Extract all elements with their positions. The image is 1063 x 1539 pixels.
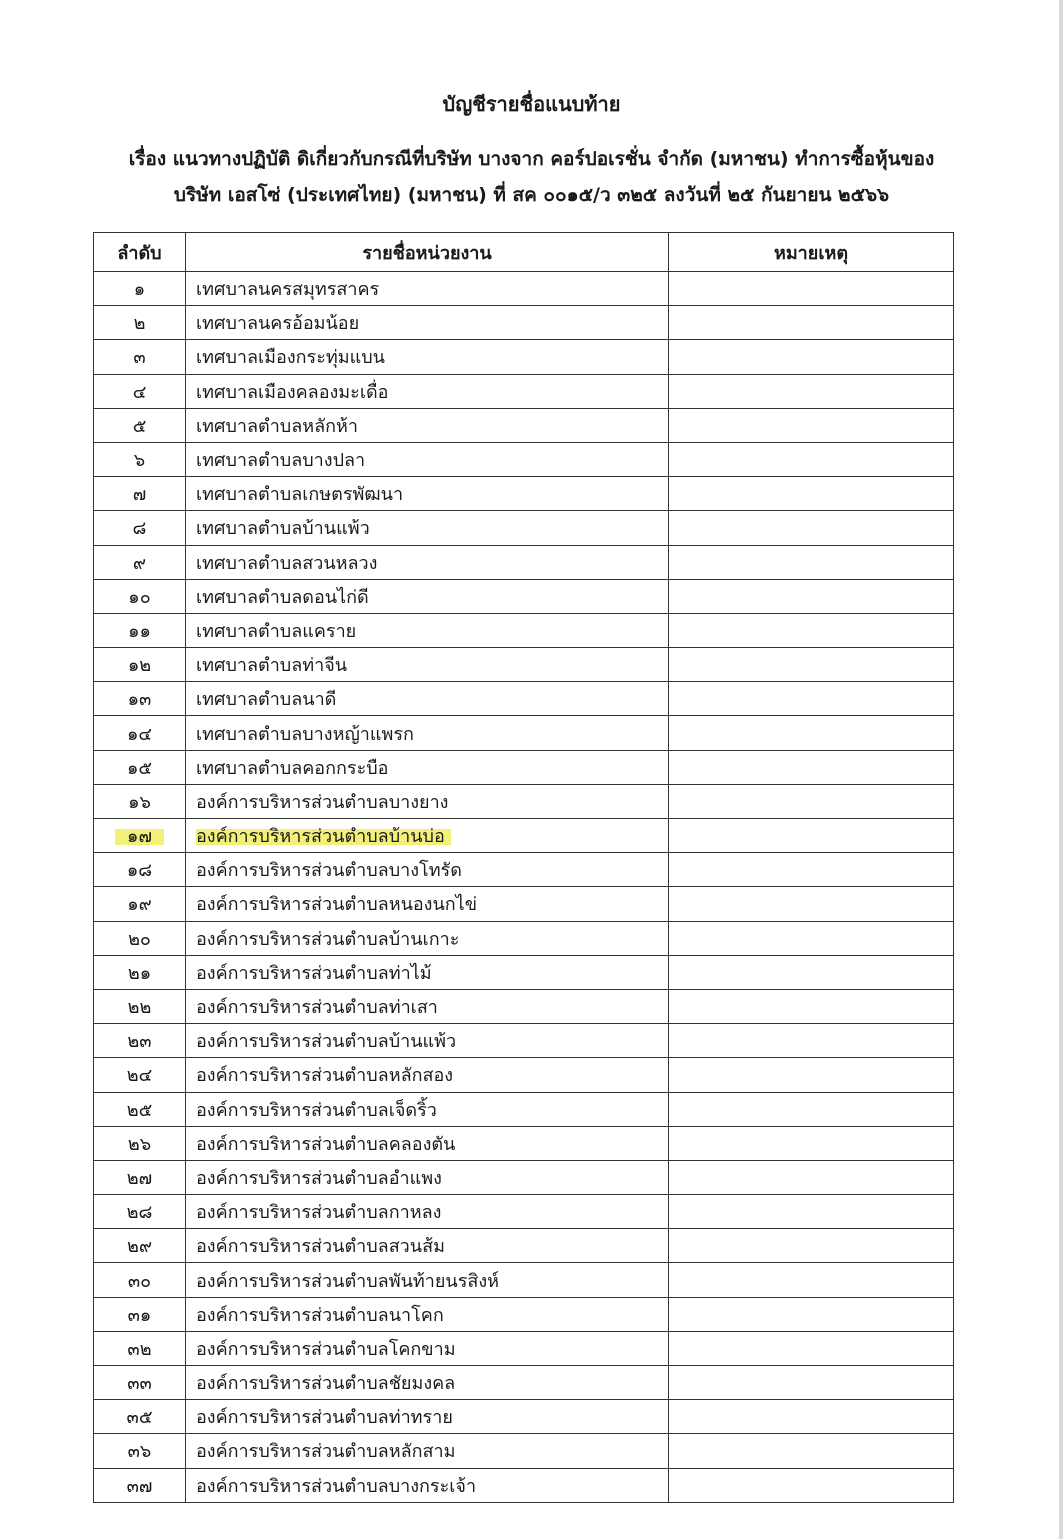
row-number-text: ๑๔ <box>126 723 153 745</box>
agency-name <box>186 613 669 647</box>
agency-name-text: เทศบาลตำบลแคราย <box>196 620 357 642</box>
remark-cell <box>669 272 954 306</box>
table-header-row <box>94 233 954 272</box>
row-number <box>94 1092 186 1126</box>
agency-name <box>186 784 669 818</box>
table-row <box>94 1058 954 1092</box>
row-number <box>94 887 186 921</box>
row-number <box>94 1058 186 1092</box>
remark-cell <box>669 477 954 511</box>
agency-name-text: องค์การบริหารส่วนตำบลท่าทราย <box>196 1407 453 1429</box>
agency-name <box>186 374 669 408</box>
agency-name-text: องค์การบริหารส่วนตำบลอำแพง <box>196 1167 442 1189</box>
agency-name-text: เทศบาลตำบลท่าจีน <box>196 655 348 677</box>
agency-name-text: องค์การบริหารส่วนตำบลหลักสอง <box>196 1065 454 1087</box>
agency-name <box>186 306 669 340</box>
row-number <box>94 374 186 408</box>
table-body <box>94 272 954 1503</box>
remark-cell <box>669 784 954 818</box>
table-row <box>94 1024 954 1058</box>
agency-name-text: เทศบาลตำบลคอกกระบือ <box>196 757 389 779</box>
table-row <box>94 477 954 511</box>
agency-name-text: เทศบาลเมืองกระทุ่มแบน <box>196 347 385 369</box>
remark-cell <box>669 1092 954 1126</box>
table-row <box>94 579 954 613</box>
agency-name-text: องค์การบริหารส่วนตำบลเจ็ดริ้ว <box>196 1099 437 1121</box>
subject-line-1: เรื่อง แนวทางปฏิบัติ ดิเกี่ยวกับกรณีที่บริษัท บางจาก คอร์ปอเรชั่น จำกัด (มหาชน) ทำการซื้อหุ้นของ <box>128 148 935 170</box>
remark-cell <box>669 716 954 750</box>
row-number <box>94 682 186 716</box>
agency-name-text: องค์การบริหารส่วนตำบลกาหลง <box>196 1202 442 1224</box>
agency-name-text: เทศบาลตำบลสวนหลวง <box>196 552 378 574</box>
row-number-text: ๒๗ <box>126 1167 153 1189</box>
row-number <box>94 306 186 340</box>
agency-name <box>186 511 669 545</box>
document-title: บัญชีรายชื่อแนบท้าย <box>442 92 621 116</box>
agency-name <box>186 921 669 955</box>
row-number-text: ๑๙ <box>127 894 152 916</box>
agency-name-text: เทศบาลนครอ้อมน้อย <box>196 313 360 335</box>
row-number-text: ๘ <box>132 518 147 540</box>
remark-cell <box>669 1024 954 1058</box>
row-number-text: ๓๖ <box>127 1441 152 1463</box>
remark-cell <box>669 1195 954 1229</box>
table-row <box>94 887 954 921</box>
table-row <box>94 306 954 340</box>
row-number-text: ๓๒ <box>127 1338 152 1360</box>
row-number-text: ๙ <box>132 552 147 574</box>
agency-name-text: เทศบาลเมืองคลองมะเดื่อ <box>196 381 389 403</box>
table-row <box>94 1263 954 1297</box>
row-number-text: ๒๖ <box>127 1133 152 1155</box>
remark-cell <box>669 1331 954 1365</box>
row-number-text: ๒๕ <box>126 1099 153 1121</box>
remark-cell <box>669 648 954 682</box>
remark-cell <box>669 408 954 442</box>
row-number <box>94 408 186 442</box>
table-row <box>94 648 954 682</box>
row-number <box>94 784 186 818</box>
agency-name <box>186 1092 669 1126</box>
agency-name <box>186 1400 669 1434</box>
row-number-text: ๑๐ <box>128 586 151 608</box>
table-row <box>94 511 954 545</box>
row-number <box>94 1331 186 1365</box>
remark-cell <box>669 579 954 613</box>
table-row <box>94 784 954 818</box>
remark-cell <box>669 340 954 374</box>
remark-cell <box>669 1468 954 1502</box>
row-number <box>94 853 186 887</box>
header-name: รายชื่อหน่วยงาน <box>186 233 669 272</box>
row-number <box>94 1434 186 1468</box>
table-row <box>94 1160 954 1194</box>
row-number <box>94 648 186 682</box>
agency-name <box>186 1331 669 1365</box>
agency-name-text: เทศบาลตำบลบางหญ้าแพรก <box>196 723 414 745</box>
agency-name <box>186 579 669 613</box>
row-number-text: ๑๒ <box>127 655 152 677</box>
table-row <box>94 1400 954 1434</box>
table-row <box>94 340 954 374</box>
agency-name <box>186 819 669 853</box>
table-row <box>94 374 954 408</box>
remark-cell <box>669 1366 954 1400</box>
row-number <box>94 716 186 750</box>
row-number-text: ๒๘ <box>126 1202 153 1224</box>
row-number-text: ๒๔ <box>126 1065 153 1087</box>
row-number <box>94 1229 186 1263</box>
agency-name-text: องค์การบริหารส่วนตำบลบางกระเจ้า <box>196 1475 477 1497</box>
row-number-text: ๓๗ <box>126 1475 153 1497</box>
row-number <box>94 511 186 545</box>
agency-name <box>186 853 669 887</box>
row-number-text: ๒ <box>133 313 146 335</box>
remark-cell <box>669 955 954 989</box>
agency-name <box>186 1263 669 1297</box>
agency-name <box>186 750 669 784</box>
remark-cell <box>669 750 954 784</box>
remark-cell <box>669 1297 954 1331</box>
row-number <box>94 1263 186 1297</box>
row-number <box>94 819 186 853</box>
agency-name-text: องค์การบริหารส่วนตำบลโคกขาม <box>196 1338 456 1360</box>
row-number-text: ๒๐ <box>128 928 151 950</box>
agency-name-text: เทศบาลตำบลบ้านแพ้ว <box>196 518 370 540</box>
agency-name <box>186 272 669 306</box>
agency-name <box>186 1058 669 1092</box>
row-number <box>94 1024 186 1058</box>
row-number-text: ๑๖ <box>128 791 151 813</box>
remark-cell <box>669 1434 954 1468</box>
agency-name <box>186 955 669 989</box>
remark-cell <box>669 989 954 1023</box>
row-number-text: ๗ <box>132 484 147 506</box>
agency-name <box>186 477 669 511</box>
agency-name-text: องค์การบริหารส่วนตำบลชัยมงคล <box>196 1373 456 1395</box>
remark-cell <box>669 442 954 476</box>
agency-name-text: องค์การบริหารส่วนตำบลนาโคก <box>196 1304 444 1326</box>
table-row <box>94 1092 954 1126</box>
row-number <box>94 545 186 579</box>
row-number <box>94 750 186 784</box>
agency-name-text: องค์การบริหารส่วนตำบลพันท้ายนรสิงห์ <box>196 1270 500 1292</box>
agency-name-text: เทศบาลตำบลหลักห้า <box>196 415 359 437</box>
remark-cell <box>669 1160 954 1194</box>
row-number <box>94 477 186 511</box>
remark-cell <box>669 511 954 545</box>
remark-cell <box>669 921 954 955</box>
row-number <box>94 340 186 374</box>
agency-name <box>186 1366 669 1400</box>
agency-name <box>186 1468 669 1502</box>
agency-name-text: องค์การบริหารส่วนตำบลบ้านเกาะ <box>196 928 460 950</box>
agency-table <box>93 232 954 1503</box>
agency-name <box>186 1434 669 1468</box>
table-row <box>94 442 954 476</box>
remark-cell <box>669 306 954 340</box>
header-remark: หมายเหตุ <box>669 233 954 272</box>
remark-cell <box>669 1126 954 1160</box>
row-number-text: ๓๐ <box>127 1270 152 1292</box>
row-number-text: ๑ <box>133 279 146 301</box>
agency-name <box>186 442 669 476</box>
row-number-text: ๓๓ <box>127 1373 152 1395</box>
row-number-text: ๒๒ <box>127 997 152 1019</box>
table-row <box>94 408 954 442</box>
remark-cell <box>669 1263 954 1297</box>
agency-name-text: องค์การบริหารส่วนตำบลบ้านบ่อ <box>196 826 451 847</box>
table-row <box>94 1331 954 1365</box>
row-number <box>94 1400 186 1434</box>
table-row <box>94 716 954 750</box>
remark-cell <box>669 1400 954 1434</box>
remark-cell <box>669 819 954 853</box>
agency-name <box>186 545 669 579</box>
agency-name <box>186 716 669 750</box>
table-row <box>94 1195 954 1229</box>
row-number-text: ๒๑ <box>127 962 152 984</box>
agency-name-text: องค์การบริหารส่วนตำบลท่าไม้ <box>196 962 432 984</box>
agency-name-text: องค์การบริหารส่วนตำบลหลักสาม <box>196 1441 456 1463</box>
scan-edge <box>1059 0 1063 1539</box>
row-number-text: ๔ <box>132 381 147 403</box>
row-number <box>94 921 186 955</box>
row-number-text: ๑๗ <box>115 826 164 847</box>
agency-name <box>186 1126 669 1160</box>
table-row <box>94 1229 954 1263</box>
row-number-text: ๒๓ <box>127 1031 152 1053</box>
row-number <box>94 1468 186 1502</box>
header-no: ลำดับ <box>94 233 186 272</box>
row-number <box>94 955 186 989</box>
row-number-text: ๓ <box>133 347 146 369</box>
row-number <box>94 1366 186 1400</box>
agency-name-text: เทศบาลตำบลนาดี <box>196 689 337 711</box>
agency-name <box>186 682 669 716</box>
agency-name <box>186 340 669 374</box>
table-row <box>94 989 954 1023</box>
row-number <box>94 1126 186 1160</box>
row-number-text: ๑๓ <box>127 689 152 711</box>
agency-name <box>186 408 669 442</box>
row-number-text: ๓๕ <box>126 1407 153 1429</box>
row-number <box>94 989 186 1023</box>
table-row <box>94 682 954 716</box>
row-number <box>94 613 186 647</box>
row-number-text: ๓๑ <box>127 1304 152 1326</box>
agency-name-text: องค์การบริหารส่วนตำบลท่าเสา <box>196 997 438 1019</box>
agency-name <box>186 1297 669 1331</box>
subject-line-2: บริษัท เอสโซ่ (ประเทศไทย) (มหาชน) ที่ สค ๐๐๑๕/ว ๓๒๕ ลงวันที่ ๒๕ กันยายน ๒๕๖๖ <box>173 184 890 206</box>
row-number-text: ๑๘ <box>126 860 153 882</box>
agency-name-text: เทศบาลตำบลดอนไก่ดี <box>196 586 369 608</box>
agency-name-text: องค์การบริหารส่วนตำบลบางโทรัด <box>196 860 462 882</box>
table-row <box>94 613 954 647</box>
row-number <box>94 1195 186 1229</box>
remark-cell <box>669 1058 954 1092</box>
table-row <box>94 955 954 989</box>
row-number-text: ๕ <box>132 415 147 437</box>
row-number <box>94 442 186 476</box>
table-row <box>94 1126 954 1160</box>
table-row <box>94 1366 954 1400</box>
agency-name <box>186 887 669 921</box>
row-number <box>94 579 186 613</box>
remark-cell <box>669 853 954 887</box>
row-number <box>94 1160 186 1194</box>
table-row <box>94 545 954 579</box>
agency-name <box>186 989 669 1023</box>
table-row <box>94 1297 954 1331</box>
remark-cell <box>669 374 954 408</box>
table-row <box>94 272 954 306</box>
remark-cell <box>669 682 954 716</box>
agency-name-text: องค์การบริหารส่วนตำบลสวนส้ม <box>196 1236 445 1258</box>
agency-name-text: เทศบาลตำบลบางปลา <box>196 450 366 472</box>
remark-cell <box>669 613 954 647</box>
row-number-text: ๖ <box>133 450 146 472</box>
agency-name-text: เทศบาลตำบลเกษตรพัฒนา <box>196 484 404 506</box>
agency-name-text: องค์การบริหารส่วนตำบลคลองตัน <box>196 1133 456 1155</box>
agency-name <box>186 1024 669 1058</box>
remark-cell <box>669 887 954 921</box>
row-number-text: ๑๕ <box>126 757 153 779</box>
remark-cell <box>669 1229 954 1263</box>
agency-name <box>186 648 669 682</box>
agency-name-text: เทศบาลนครสมุทรสาคร <box>196 279 380 301</box>
remark-cell <box>669 545 954 579</box>
table-row <box>94 1468 954 1502</box>
agency-name <box>186 1160 669 1194</box>
agency-name <box>186 1229 669 1263</box>
table-row <box>94 853 954 887</box>
row-number-text: ๑๑ <box>128 620 151 642</box>
row-number-text: ๒๙ <box>126 1236 153 1258</box>
table-row <box>94 750 954 784</box>
agency-name <box>186 1195 669 1229</box>
row-number <box>94 272 186 306</box>
table-row <box>94 921 954 955</box>
row-number <box>94 1297 186 1331</box>
agency-name-text: องค์การบริหารส่วนตำบลบางยาง <box>196 791 449 813</box>
agency-name-text: องค์การบริหารส่วนตำบลหนองนกไข่ <box>196 894 478 916</box>
table-row <box>94 1434 954 1468</box>
agency-name-text: องค์การบริหารส่วนตำบลบ้านแพ้ว <box>196 1031 457 1053</box>
table-row <box>94 819 954 853</box>
